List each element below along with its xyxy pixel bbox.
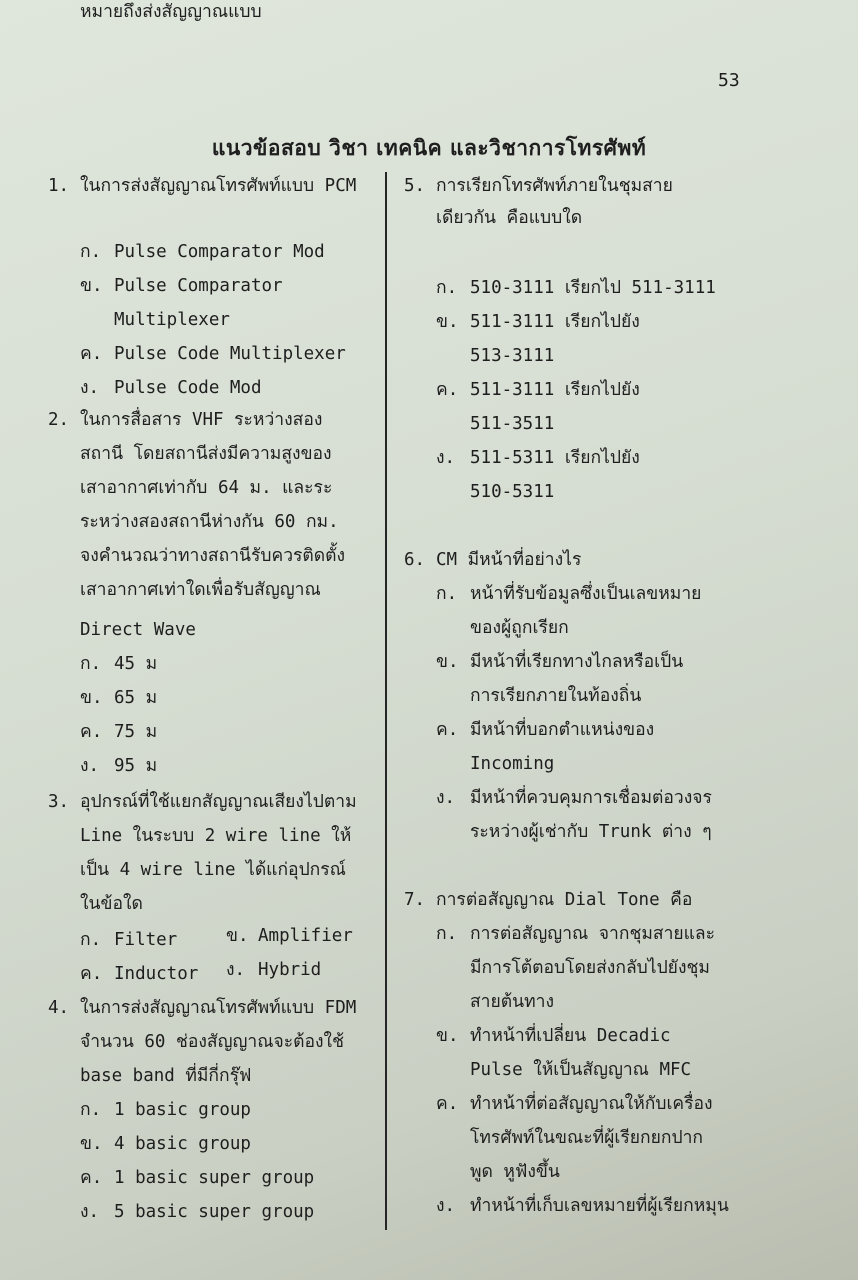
choice-text: มีการโต้ตอบโดยส่งกลับไปยังชุม xyxy=(470,958,710,978)
question-number: 2. xyxy=(48,410,70,430)
question-text: ในการส่งสัญญาณโทรศัพท์แบบ PCM xyxy=(80,176,357,196)
question-text: เสาอากาศเท่ากับ 64 ม. และระ xyxy=(80,478,333,498)
question-text: เป็น 4 wire line ได้แก่อุปกรณ์ xyxy=(80,860,346,880)
choice-text: Pulse Code Mod xyxy=(114,378,262,398)
choice-label: ข. xyxy=(436,652,459,672)
choice-text: สายต้นทาง xyxy=(470,992,554,1012)
question-number: 1. xyxy=(48,176,70,196)
column-divider xyxy=(385,172,387,1230)
choice-text: พูด หูฟังขึ้น xyxy=(470,1162,560,1182)
choice-text: มีหน้าที่ควบคุมการเชื่อมต่อวงจร xyxy=(470,788,712,808)
choice-label: ง. xyxy=(436,448,456,468)
choice-label: ข. xyxy=(436,1026,459,1046)
question-text: CM มีหน้าที่อย่างไร xyxy=(436,550,582,570)
choice-text: 45 ม xyxy=(114,654,158,674)
choice-text: Filter xyxy=(114,930,178,950)
choice-label: ข. xyxy=(80,1134,103,1154)
choice-text: 75 ม xyxy=(114,722,158,742)
page-title: แนวข้อสอบ วิชา เทคนิค และวิชาการโทรศัพท์ xyxy=(211,136,647,160)
choice-text: Inductor xyxy=(114,964,199,984)
choice-text: Amplifier xyxy=(258,926,353,946)
choice-label: ก. xyxy=(80,930,102,950)
choice-label: ค. xyxy=(80,344,103,364)
question-text: Direct Wave xyxy=(80,620,196,640)
choice-text: 511-3111 เรียกไปยัง xyxy=(470,380,640,400)
question-text: สถานี โดยสถานีส่งมีความสูงของ xyxy=(80,444,332,464)
question-text: ในข้อใด xyxy=(80,894,143,914)
question-text: อุปกรณ์ที่ใช้แยกสัญญาณเสียงไปตาม xyxy=(80,792,357,812)
question-text: เสาอากาศเท่าใดเพื่อรับสัญญาณ xyxy=(80,580,321,600)
choice-label: ง. xyxy=(80,756,100,776)
choice-text: Incoming xyxy=(470,754,555,774)
choice-text: 510-3111 เรียกไป 511-3111 xyxy=(470,278,716,298)
choice-label: ง. xyxy=(436,788,456,808)
choice-label: ง. xyxy=(80,1202,100,1222)
choice-text: 1 basic group xyxy=(114,1100,251,1120)
question-number: 3. xyxy=(48,792,70,812)
question-text: ระหว่างสองสถานีห่างกัน 60 กม. xyxy=(80,512,339,532)
question-text: ในการส่งสัญญาณโทรศัพท์แบบ FDM xyxy=(80,998,357,1018)
choice-text: 65 ม xyxy=(114,688,158,708)
question-text: ในการสื่อสาร VHF ระหว่างสอง xyxy=(80,410,323,430)
choice-text: Pulse ให้เป็นสัญญาณ MFC xyxy=(470,1060,692,1080)
choice-text: ทำหน้าที่ต่อสัญญาณให้กับเครื่อง xyxy=(470,1094,713,1114)
choice-text: หน้าที่รับข้อมูลซึ่งเป็นเลขหมาย xyxy=(470,584,702,604)
choice-text: 511-5311 เรียกไปยัง xyxy=(470,448,640,468)
choice-label: ง. xyxy=(80,378,100,398)
choice-text: 1 basic super group xyxy=(114,1168,315,1188)
choice-text: Multiplexer xyxy=(114,310,230,330)
question-number: 4. xyxy=(48,998,70,1018)
choice-label: ค. xyxy=(436,1094,459,1114)
choice-text: การต่อสัญญาณ จากชุมสายและ xyxy=(470,924,716,944)
question-number: 5. xyxy=(404,176,426,196)
choice-label: ง. xyxy=(436,1196,456,1216)
question-text: การต่อสัญญาณ Dial Tone คือ xyxy=(436,890,693,910)
question-text: เดียวกัน คือแบบใด xyxy=(436,208,583,228)
question-text: Line ในระบบ 2 wire line ให้ xyxy=(80,826,352,846)
choice-label: ค. xyxy=(80,964,103,984)
choice-label: ค. xyxy=(436,720,459,740)
choice-text: การเรียกภายในท้องถิ่น xyxy=(470,686,642,706)
choice-label: ข. xyxy=(226,926,249,946)
choice-text: Pulse Code Multiplexer xyxy=(114,344,346,364)
choice-text: ทำหน้าที่เปลี่ยน Decadic xyxy=(470,1026,671,1046)
question-number: 6. xyxy=(404,550,426,570)
choice-label: ค. xyxy=(436,380,459,400)
page-number: 53 xyxy=(718,70,740,91)
choice-label: ข. xyxy=(436,312,459,332)
question-text: การเรียกโทรศัพท์ภายในชุมสาย xyxy=(436,176,673,196)
choice-label: ก. xyxy=(80,1100,102,1120)
choice-label: ก. xyxy=(436,278,458,298)
question-text: จำนวน 60 ช่องสัญญาณจะต้องใช้ xyxy=(80,1032,344,1052)
choice-text: ของผู้ถูกเรียก xyxy=(470,618,569,638)
choice-text: ระหว่างผู้เช่ากับ Trunk ต่าง ๆ xyxy=(470,822,712,842)
choice-text: มีหน้าที่เรียกทางไกลหรือเป็น xyxy=(470,652,684,672)
choice-label: ข. xyxy=(80,688,103,708)
choice-text: 510-5311 xyxy=(470,482,555,502)
choice-label: ค. xyxy=(80,722,103,742)
choice-text: Pulse Comparator Mod xyxy=(114,242,325,262)
choice-text: 95 ม xyxy=(114,756,158,776)
choice-text: โทรศัพท์ในขณะที่ผู้เรียกยกปาก xyxy=(470,1128,704,1148)
choice-text: 511-3511 xyxy=(470,414,555,434)
choice-text: ทำหน้าที่เก็บเลขหมายที่ผู้เรียกหมุน xyxy=(470,1196,729,1216)
question-text: base band ที่มีกี่กรุ๊ฟ xyxy=(80,1066,252,1086)
choice-text: 4 basic group xyxy=(114,1134,251,1154)
choice-text: 513-3111 xyxy=(470,346,555,366)
choice-label: ข. xyxy=(80,276,103,296)
choice-label: ก. xyxy=(436,584,458,604)
choice-label: ก. xyxy=(436,924,458,944)
question-text: หมายถึงส่งสัญญาณแบบ xyxy=(80,2,262,22)
choice-text: Hybrid xyxy=(258,960,322,980)
choice-label: ก. xyxy=(80,242,102,262)
choice-label: ค. xyxy=(80,1168,103,1188)
question-number: 7. xyxy=(404,890,426,910)
choice-label: ง. xyxy=(226,960,246,980)
question-text: จงคำนวณว่าทางสถานีรับควรติดตั้ง xyxy=(80,546,346,566)
choice-label: ก. xyxy=(80,654,102,674)
choice-text: 511-3111 เรียกไปยัง xyxy=(470,312,640,332)
choice-text: Pulse Comparator xyxy=(114,276,283,296)
choice-text: 5 basic super group xyxy=(114,1202,315,1222)
choice-text: มีหน้าที่บอกตำแหน่งของ xyxy=(470,720,655,740)
